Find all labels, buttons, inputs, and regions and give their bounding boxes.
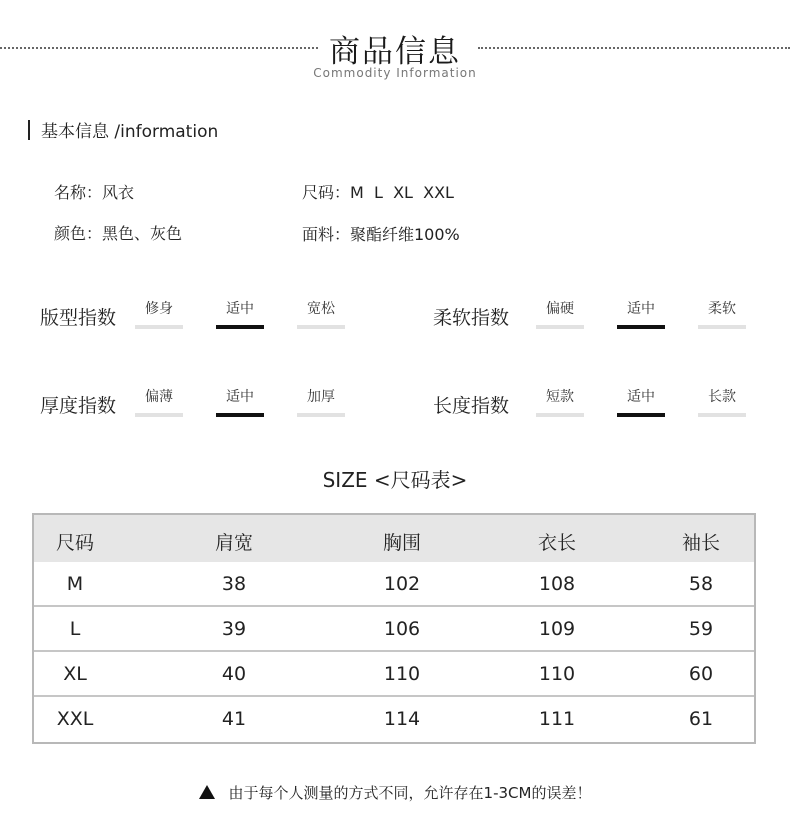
table-cell: 38 [221, 573, 247, 595]
table-cell: 40 [221, 663, 247, 685]
section-heading: 基本信息 /information [41, 122, 219, 142]
table-cell: 39 [221, 618, 247, 640]
info-color: 颜色：黑色、灰色 [54, 224, 183, 243]
warning-triangle-icon [199, 785, 215, 799]
measurement-note [0, 782, 790, 803]
index-option-softness-stiff: 偏硬 [536, 299, 584, 329]
table-cell: 59 [688, 618, 714, 640]
header-cell-size: 尺码 [55, 532, 94, 554]
table-cell: 61 [688, 708, 714, 730]
index-option-softness-soft: 柔软 [698, 299, 746, 329]
table-cell: 110 [538, 663, 576, 685]
table-cell: 102 [383, 573, 421, 595]
size-table-title: SIZE <尺码表> [322, 468, 468, 492]
row-divider [34, 650, 754, 652]
table-cell: 108 [538, 573, 576, 595]
table-cell: M [66, 573, 84, 595]
measurement-note-text: 由于每个人测量的方式不同，允许存在1-3CM的误差！ [228, 784, 592, 802]
table-cell: 106 [383, 618, 421, 640]
section-marker [28, 120, 30, 140]
info-size: 尺码：M L XL XXL [302, 183, 454, 202]
header-cell-shoulder: 肩宽 [214, 532, 253, 554]
size-table [32, 513, 756, 744]
info-name: 名称：风衣 [54, 183, 135, 202]
row-divider [34, 605, 754, 607]
index-label-thickness: 厚度指数 [40, 395, 117, 417]
table-cell: 109 [538, 618, 576, 640]
table-cell: 58 [688, 573, 714, 595]
table-cell: L [69, 618, 81, 640]
page-subtitle: Commodity Information [313, 66, 477, 80]
header-cell-length: 衣长 [537, 532, 576, 554]
index-label-fit: 版型指数 [40, 307, 117, 329]
table-cell: XXL [56, 708, 94, 730]
table-cell: 110 [383, 663, 421, 685]
index-option-fit-regular: 适中 [216, 299, 264, 329]
header-cell-chest: 胸围 [382, 532, 421, 554]
index-option-length-short: 短款 [536, 387, 584, 417]
table-cell: 111 [538, 708, 576, 730]
index-option-softness-regular: 适中 [617, 299, 665, 329]
table-cell: 114 [383, 708, 421, 730]
row-divider [34, 695, 754, 697]
index-label-softness: 柔软指数 [433, 307, 510, 329]
index-option-fit-slim: 修身 [135, 299, 183, 329]
table-cell: 60 [688, 663, 714, 685]
index-option-fit-loose: 宽松 [297, 299, 345, 329]
table-cell: 41 [221, 708, 247, 730]
table-cell: XL [63, 663, 87, 685]
index-option-thickness-thin: 偏薄 [135, 387, 183, 417]
index-option-length-long: 长款 [698, 387, 746, 417]
page-title: 商品信息 [329, 34, 461, 70]
index-label-length: 长度指数 [433, 395, 510, 417]
index-option-length-regular: 适中 [617, 387, 665, 417]
index-option-thickness-regular: 适中 [216, 387, 264, 417]
header-cell-sleeve: 袖长 [681, 532, 720, 554]
index-option-thickness-thick: 加厚 [297, 387, 345, 417]
info-fabric: 面料：聚酯纤维100% [302, 225, 460, 244]
